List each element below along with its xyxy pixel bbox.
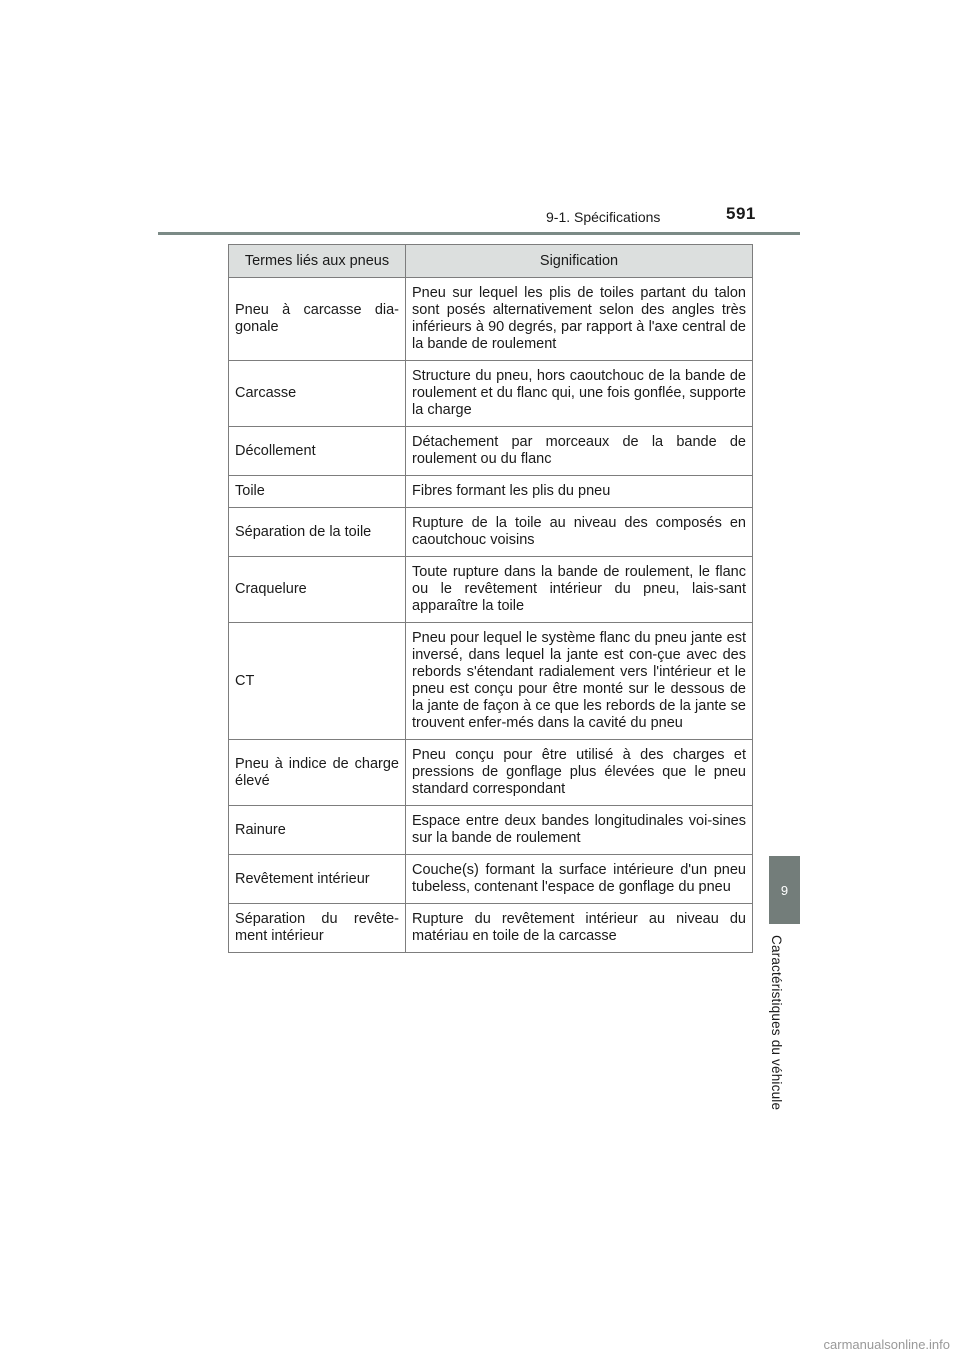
table-row bbox=[229, 508, 753, 557]
definition-cell: Espace entre deux bandes longitudinales voi-sines sur la bande de roulement bbox=[406, 806, 753, 855]
term-cell: CT bbox=[229, 623, 406, 740]
term-cell: Toile bbox=[229, 476, 406, 508]
definition-cell: Détachement par morceaux de la bande de roulement ou du flanc bbox=[406, 427, 753, 476]
table-row bbox=[229, 557, 753, 623]
column-header-meaning: Signification bbox=[406, 245, 753, 278]
table-row bbox=[229, 855, 753, 904]
table-row bbox=[229, 278, 753, 361]
definition-cell: Pneu conçu pour être utilisé à des charges et pressions de gonflage plus élevées que le pneu standard correspondant bbox=[406, 740, 753, 806]
definition-cell: Rupture du revêtement intérieur au niveau du matériau en toile de la carcasse bbox=[406, 904, 753, 953]
chapter-number: 9 bbox=[780, 882, 789, 898]
definition-cell: Pneu sur lequel les plis de toiles partant du talon sont posés alternativement selon des angles très inférieurs à 90 degrés, par rapport à l'axe central de la bande de roulement bbox=[406, 278, 753, 361]
section-title: 9-1. Spécifications bbox=[546, 209, 661, 225]
term-cell: Séparation du revête-ment intérieur bbox=[229, 904, 406, 953]
watermark: carmanualsonline.info bbox=[823, 1337, 950, 1352]
table-row bbox=[229, 806, 753, 855]
table-row bbox=[229, 361, 753, 427]
table-header-row bbox=[229, 245, 753, 278]
column-header-term: Termes liés aux pneus bbox=[229, 245, 406, 278]
term-cell: Pneu à carcasse dia-gonale bbox=[229, 278, 406, 361]
table-row bbox=[229, 476, 753, 508]
definition-cell: Toute rupture dans la bande de roulement, le flanc ou le revêtement intérieur du pneu, lais-sant apparaître la toile bbox=[406, 557, 753, 623]
definition-cell: Couche(s) formant la surface intérieure d'un pneu tubeless, contenant l'espace de gonflage du pneu bbox=[406, 855, 753, 904]
term-cell: Séparation de la toile bbox=[229, 508, 406, 557]
tire-terms-table bbox=[228, 244, 753, 953]
term-cell: Rainure bbox=[229, 806, 406, 855]
header-divider bbox=[158, 232, 800, 235]
term-cell: Revêtement intérieur bbox=[229, 855, 406, 904]
table-row bbox=[229, 904, 753, 953]
chapter-tab bbox=[769, 856, 800, 924]
table-row bbox=[229, 623, 753, 740]
chapter-title: Caractéristiques du véhicule bbox=[769, 935, 784, 1111]
term-cell: Carcasse bbox=[229, 361, 406, 427]
term-cell: Pneu à indice de charge élevé bbox=[229, 740, 406, 806]
table-row bbox=[229, 740, 753, 806]
page-number: 591 bbox=[726, 204, 756, 223]
definition-cell: Pneu pour lequel le système flanc du pneu jante est inversé, dans lequel la jante est con-çue avec des rebords s'étendant radialement vers l'intérieur et le pneu est conçu pour être monté sur le dessous de la jante de façon à ce que les rebords de la jante se trouvent enfer-més dans la cavité du pneu bbox=[406, 623, 753, 740]
table-row bbox=[229, 427, 753, 476]
definition-cell: Fibres formant les plis du pneu bbox=[406, 476, 753, 508]
term-cell: Décollement bbox=[229, 427, 406, 476]
term-cell: Craquelure bbox=[229, 557, 406, 623]
definition-cell: Structure du pneu, hors caoutchouc de la bande de roulement et du flanc qui, une fois gonflée, supporte la charge bbox=[406, 361, 753, 427]
definition-cell: Rupture de la toile au niveau des composés en caoutchouc voisins bbox=[406, 508, 753, 557]
